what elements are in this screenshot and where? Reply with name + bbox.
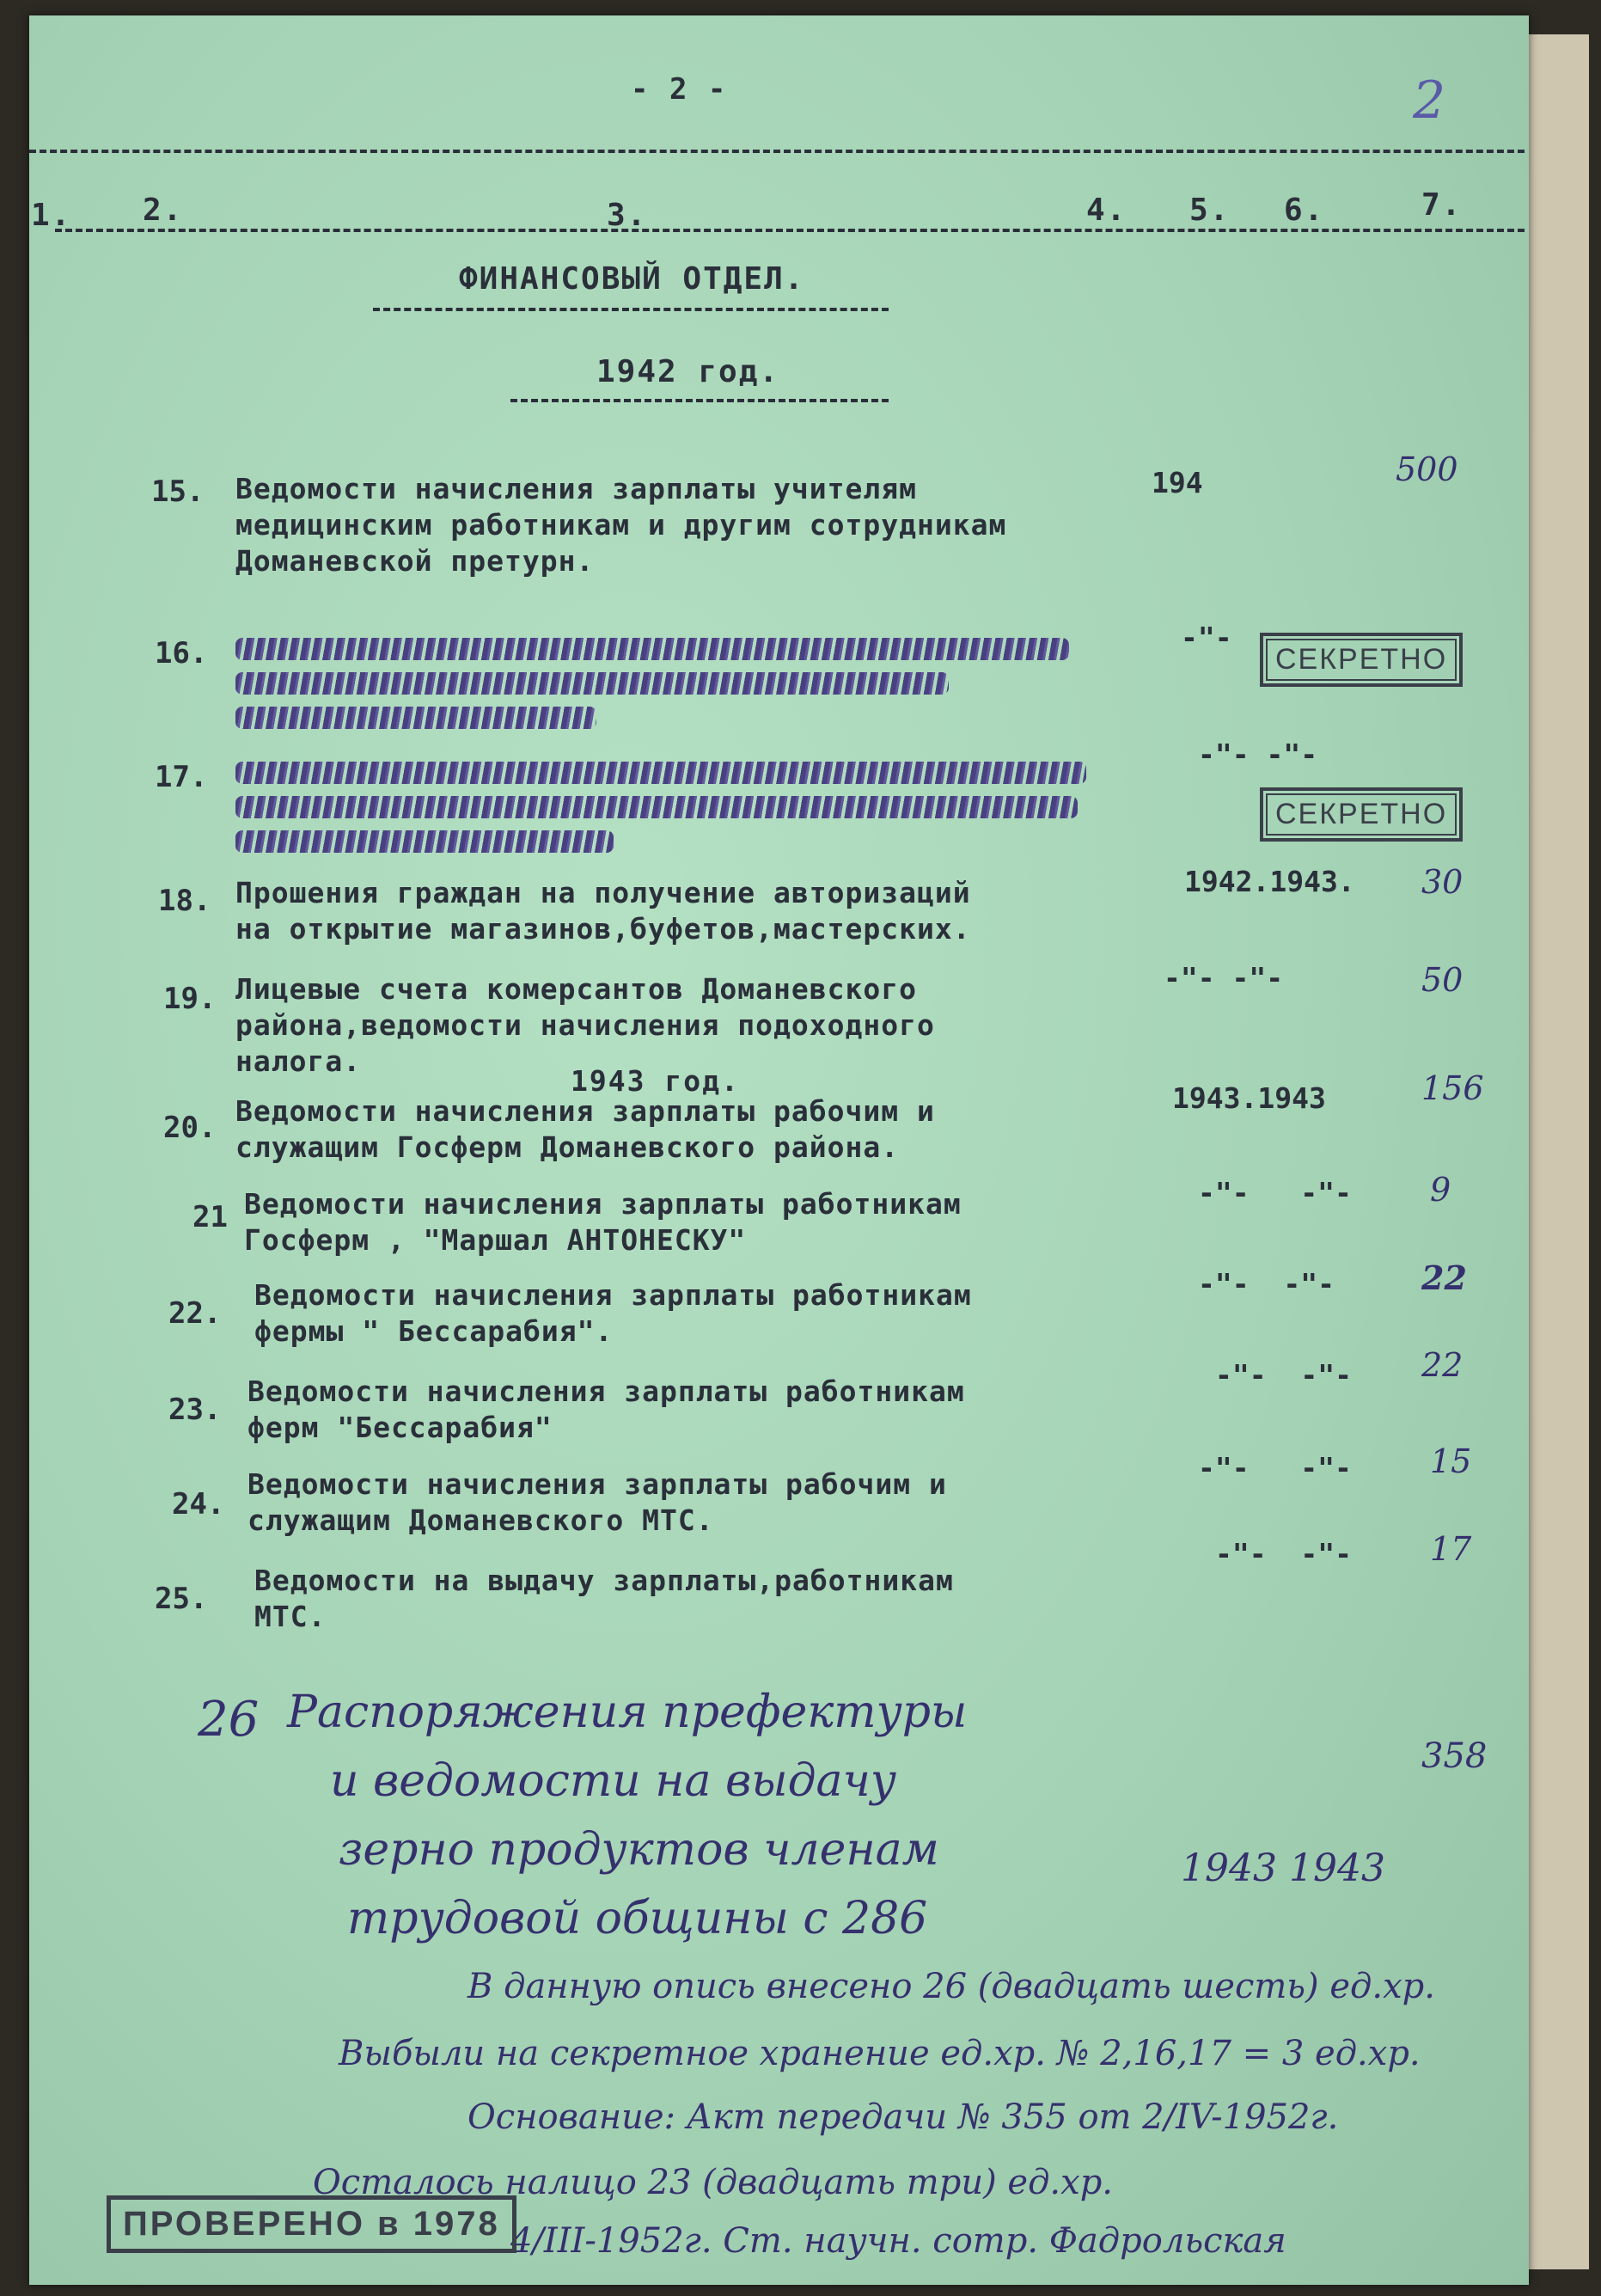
column-number: 6. [1284,193,1325,228]
checked-stamp: ПРОВЕРЕНО в 1978 [107,2195,516,2253]
closing-note: В данную опись внесено 26 (двадцать шесть) ед.хр. [467,1967,1435,2006]
struck-out-text [235,672,949,695]
handwritten-row-number: 26 [198,1692,260,1748]
closing-note: Осталось налицо 23 (двадцать три) ед.хр. [313,2163,1114,2202]
corner-page-number: 2 [1413,70,1446,131]
row-count: 500 [1396,450,1458,488]
row-description: Ведомости начисления зарплаты учителям медицинским работникам и другим сотрудникам Доманевской претурн. [235,472,1007,578]
section-title: ФИНАНСОВЫЙ ОТДЕЛ. [459,261,805,297]
row-count: 17 [1430,1530,1472,1568]
row-number: 22. [168,1296,222,1331]
row-dates: -"- -"- [1198,1267,1335,1301]
row-description: Ведомости начисления зарплаты работникам фермы " Бессарабия". [254,1278,972,1348]
row-description: Лицевые счета комерсантов Доманевского района,ведомости начисления подоходного налога. [235,972,935,1078]
adjacent-page-edge [1529,34,1589,2269]
row-description: Ведомости начисления зарплаты рабочим и служащим Госферм Доманевского района. [235,1094,935,1164]
secret-stamp: СЕКРЕТНО [1260,787,1463,842]
handwritten-row-count: 358 [1421,1736,1488,1776]
row-count: 15 [1430,1442,1472,1480]
handwritten-row-text: Распоряжения префектуры [287,1687,968,1738]
row-dates: 194 [1152,466,1203,499]
year-underline [510,399,889,402]
column-number: 4. [1086,193,1127,228]
struck-out-text [235,830,614,853]
row-count: 22 [1421,1346,1464,1384]
row-number: 16. [155,636,208,670]
column-number: 7. [1421,187,1463,223]
row-count: 9 [1430,1171,1451,1209]
column-number: 5. [1189,193,1231,228]
row-count: 30 [1421,863,1464,901]
row-number: 17. [155,760,208,794]
row-number: 24. [172,1487,225,1521]
row-number: 25. [155,1582,208,1616]
row-dates: -"- -"- [1198,738,1318,771]
handwritten-row-text: и ведомости на выдачу [330,1755,897,1807]
closing-note: Выбыли на секретное хранение ед.хр. № 2,16,17 = 3 ед.хр. [339,2034,1421,2073]
struck-out-text [235,707,596,729]
handwritten-row-text: зерно продуктов членам [339,1824,939,1876]
row-number: 15. [151,475,205,509]
struck-out-text [235,638,1069,660]
row-dates: -"- -"- [1198,1451,1352,1485]
handwritten-row-text: трудовой общины с 286 [347,1893,928,1944]
row-dates: -"- -"- [1215,1537,1352,1570]
row-count: 22 [1421,1258,1467,1297]
document-page [29,15,1529,2285]
column-number: 3. [607,198,648,233]
row-number: 20. [163,1111,217,1145]
row-description: Ведомости начисления зарплаты работникам Госферм , "Маршал АНТОНЕСКУ" [244,1187,962,1257]
column-number: 1. [31,198,72,233]
handwritten-row-dates: 1943 1943 [1181,1846,1385,1890]
closing-note: Основание: Акт передачи № 355 от 2/IV-1952г. [467,2097,1339,2137]
row-dates: 1943.1943 [1172,1081,1326,1115]
header-rule-bottom [55,229,1525,232]
row-dates: 1942.1943. [1184,865,1355,898]
row-dates: -"- -"- [1164,961,1284,995]
header-rule-top [29,150,1525,153]
row-dates: -"- -"- [1198,1176,1352,1209]
year-heading-1942: 1942 год. [596,354,780,389]
row-dates: -"- -"- [1215,1358,1352,1392]
section-title-underline [373,308,889,311]
row-number: 21 [192,1200,228,1234]
row-number: 18. [158,884,211,918]
struck-out-text [235,762,1086,784]
struck-out-text [235,796,1078,818]
row-description: Ведомости начисления зарплаты работникам ферм "Бессарабия" [247,1375,965,1444]
signature-line: 4/III-1952г. Ст. научн. сотр. Фадрольская [510,2221,1286,2261]
page-number: - 2 - [631,72,728,107]
secret-stamp: СЕКРЕТНО [1260,633,1463,687]
row-description: Ведомости начисления зарплаты рабочим и служащим Доманевского МТС. [247,1467,947,1537]
column-number: 2. [143,193,184,228]
row-count: 50 [1421,961,1464,999]
row-count: 156 [1421,1069,1484,1107]
row-description: Ведомости на выдачу зарплаты,работникам МТС. [254,1564,954,1633]
row-number: 23. [168,1393,222,1427]
row-number: 19. [163,982,217,1016]
year-heading-1943: 1943 год. [571,1064,740,1098]
row-description: Прошения граждан на получение авторизаций на открытие магазинов,буфетов,мастерских. [235,876,971,946]
row-dates: -"- [1181,621,1232,654]
